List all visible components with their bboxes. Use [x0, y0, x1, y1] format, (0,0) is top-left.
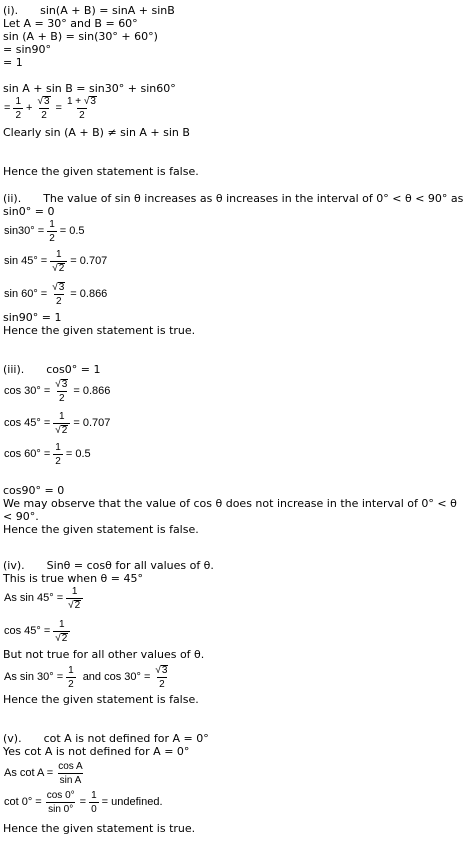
- fraction: $\frac{\cos 0^\circ}{\sin 0^\circ}$: [46, 789, 75, 815]
- radical: √ 3: [52, 281, 65, 293]
- part-iv-true-when: This is true when θ = 45°: [3, 572, 143, 585]
- fraction: $\frac{\text{cos A}}{\text{sin A}}$: [58, 760, 83, 786]
- part-i-line2: = sin90°: [3, 43, 51, 56]
- part-iii-statement: cos0° = 1: [46, 363, 101, 376]
- fraction: √ 3 2: [53, 379, 70, 404]
- part-ii-conclusion: Hence the given statement is true.: [3, 324, 196, 337]
- equals-sign: =: [4, 102, 11, 114]
- part-i-line3: = 1: [3, 56, 23, 69]
- fraction: $\frac{1}{2}$: [68, 664, 74, 690]
- part-v-number: (v).: [3, 732, 22, 745]
- part-i-let: Let A = 30° and B = 60°: [3, 17, 138, 30]
- part-iii-cos45: cos 45° = 1 √ 2 = 0.707: [4, 410, 111, 436]
- part-v-cot-definition: As cot A = $\frac{\text{cos A}}{\text{sin A}}$: [4, 760, 83, 786]
- part-i-number: (i).: [3, 4, 19, 17]
- part-iii-observation: We may observe that the value of cos θ does not increase in the interval of 0° < θ < 90°.: [3, 497, 457, 523]
- radical: √ 3: [83, 95, 96, 107]
- fraction: √ 3 2: [153, 665, 170, 690]
- radical: √ 2: [50, 261, 67, 274]
- part-ii-heading: [3, 192, 469, 218]
- equals-sign: =: [55, 102, 62, 114]
- part-iv-conclusion: Hence the given statement is false.: [3, 693, 199, 706]
- fraction: 1 + √ 3 2: [66, 95, 96, 121]
- part-v-conclusion: Hence the given statement is true.: [3, 822, 196, 835]
- part-iv-not-true: But not true for all other values of θ.: [3, 648, 205, 661]
- part-ii-number: (ii).: [3, 192, 22, 205]
- part-iii-cos90: cos90° = 0: [3, 484, 65, 497]
- part-i-clearly: Clearly sin (A + B) ≠ sin A + sin B: [3, 126, 190, 139]
- part-iii-cos30: cos 30° = √ 3 2 = 0.866: [4, 378, 111, 404]
- part-i-line1: sin (A + B) = sin(30° + 60°): [3, 30, 158, 43]
- part-iv-sin45: As sin 45° = 1 √ 2: [3, 583, 85, 613]
- part-ii-sin60: sin 60° = √ 3 2 = 0.866: [4, 281, 108, 307]
- fraction: √ 3 2: [50, 282, 67, 307]
- fraction: $\frac{1}{2}$: [49, 218, 55, 244]
- part-v-yes: Yes cot A is not defined for A = 0°: [3, 745, 190, 758]
- fraction: √ 3 2: [35, 96, 52, 121]
- plus-sign: +: [26, 102, 33, 114]
- part-v-statement: cot A is not defined for A = 0°: [43, 732, 209, 745]
- radical: √ 3: [55, 378, 68, 390]
- part-ii-sin45: sin 45° = 1 √ 2 = 0.707: [4, 248, 108, 274]
- radical: √ 3: [37, 95, 50, 107]
- part-iv-cos45: cos 45° = 1 √ 2: [3, 616, 72, 646]
- part-iv-statement: Sinθ = cosθ for all values of θ.: [46, 559, 214, 572]
- part-iv-heading: [3, 559, 214, 572]
- part-iii-conclusion: Hence the given statement is false.: [3, 523, 199, 536]
- fraction: 1 √ 2: [53, 619, 70, 644]
- radical: √ 3: [155, 664, 168, 676]
- part-iii-cos60: cos 60° = $\frac{1}{2}$ = 0.5: [4, 441, 91, 467]
- radical: √ 2: [53, 423, 70, 436]
- part-i-heading: [3, 4, 175, 17]
- fraction: 1 √ 2: [50, 249, 67, 274]
- fraction: $\frac{1}{2}$: [15, 95, 21, 121]
- part-iii-heading: [3, 363, 100, 376]
- part-i-statement: sin(A + B) = sinA + sinB: [40, 4, 175, 17]
- part-ii-sin90: sin90° = 1: [3, 311, 62, 324]
- part-iv-sin30-cos30: As sin 30° = $\frac{1}{2}$ and cos 30° = √ 3 2: [3, 662, 172, 692]
- radical: √ 2: [66, 598, 83, 611]
- part-ii-statement: The value of sin θ increases as θ increases in the interval of 0° < θ < 90° as sin0° = 0: [3, 192, 464, 218]
- part-ii-sin30: sin30° = $\frac{1}{2}$ = 0.5: [4, 218, 85, 244]
- fraction: $\frac{1}{2}$: [55, 441, 61, 467]
- fraction: 1 √ 2: [66, 586, 83, 611]
- part-i-sum-expression: [3, 93, 101, 123]
- part-iv-number: (iv).: [3, 559, 25, 572]
- radical: √ 2: [53, 631, 70, 644]
- fraction: $\frac{1}{0}$: [91, 789, 97, 815]
- part-v-heading: [3, 732, 209, 745]
- part-iii-number: (iii).: [3, 363, 25, 376]
- part-i-conclusion: Hence the given statement is false.: [3, 165, 199, 178]
- part-i-line4: sin A + sin B = sin30° + sin60°: [3, 82, 176, 95]
- fraction: 1 √ 2: [53, 411, 70, 436]
- part-v-cot0: cot 0° = $\frac{\cos 0^\circ}{\sin 0^\circ}$ = $\frac{1}{0}$ = undefined.: [4, 789, 163, 815]
